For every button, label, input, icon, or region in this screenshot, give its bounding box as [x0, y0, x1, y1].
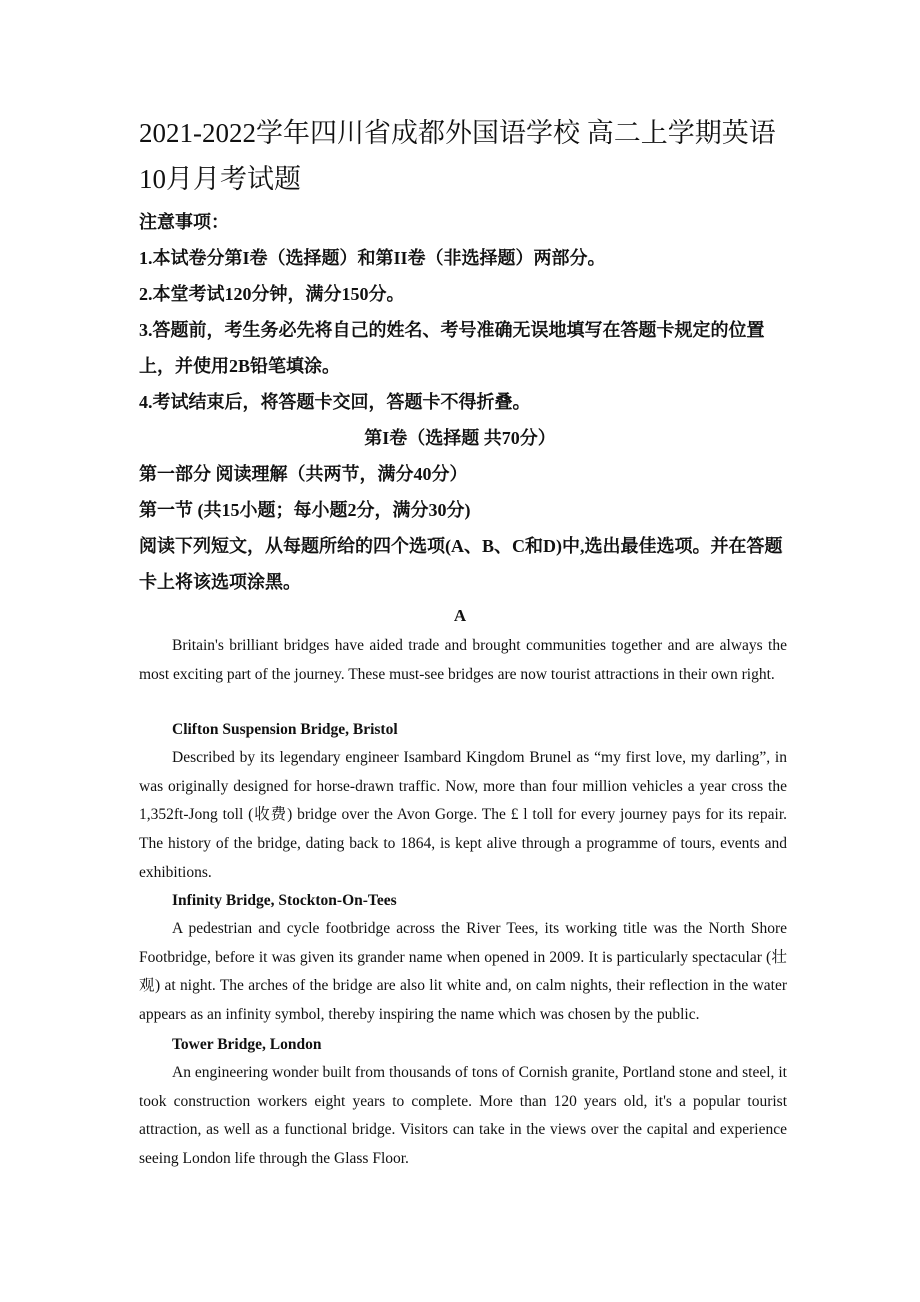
passage-intro: Britain's brilliant bridges have aided trade and brought communities together and are always the most exciting part of the journey. These must-see bridges are now tourist attractions in their own right. [139, 637, 787, 683]
passage-label: A [453, 606, 467, 625]
bridge-2-name: Infinity Bridge, Stockton-On-Tees [172, 892, 397, 909]
notice-item-2: 2.本堂考试120分钟，满分150分。 [139, 284, 405, 304]
instructions: 阅读下列短文，从每题所给的四个选项(A、B、C和D)中,选出最佳选项。并在答题卡上将该选项涂黑。 [139, 536, 783, 592]
bridge-2-text: A pedestrian and cycle footbridge across the River Tees, its working title was the North Shore Footbridge, before it was given its grander name when opened in 2009. It is particularly spectacular (壮观) at night. The arches of the bridge are also lit white and, on calm nights, their reflection in the water appears as an infinity symbol, thereby inspiring the name which was chosen by the public. [139, 920, 787, 1024]
bridge-1-name: Clifton Suspension Bridge, Bristol [172, 721, 398, 738]
notice-heading: 注意事项： [139, 212, 229, 232]
notice-item-1: 1.本试卷分第I卷（选择题）和第II卷（非选择题）两部分。 [139, 248, 606, 268]
notice-item-3: 3.答题前，考生务必先将自己的姓名、考号准确无误地填写在答题卡规定的位置上，并使用2B铅笔填涂。 [139, 320, 765, 376]
bridge-3-name: Tower Bridge, London [172, 1036, 322, 1053]
notice-item-4: 4.考试结束后，将答题卡交回，答题卡不得折叠。 [139, 392, 531, 412]
section-heading: 第一节 (共15小题；每小题2分，满分30分) [139, 500, 471, 520]
bridge-3-text: An engineering wonder built from thousands of tons of Cornish granite, Portland stone and steel, it took construction workers eight years to complete. More than 120 years old, it's a popular tourist attraction, as well as a functional bridge. Visitors can take in the views over the capital and experience seeing London life through the Glass Floor. [139, 1064, 787, 1168]
part-heading: 第一部分 阅读理解（共两节，满分40分） [139, 464, 468, 484]
document-title: 2021-2022学年四川省成都外国语学校 高二上学期英语10月月考试题 [139, 118, 776, 194]
volume-heading: 第I卷（选择题 共70分） [364, 428, 556, 448]
bridge-1-text: Described by its legendary engineer Isambard Kingdom Brunel as “my first love, my darling”, in was originally designed for horse-drawn traffic. Now, more than four million vehicles a year cross the 1,352ft-Jong toll (收费) bridge over the Avon Gorge. The £ l toll for every journey pays for its repair. The history of the bridge, dating back to 1864, is kept alive through a programme of tours, events and exhibitions. [139, 749, 787, 881]
